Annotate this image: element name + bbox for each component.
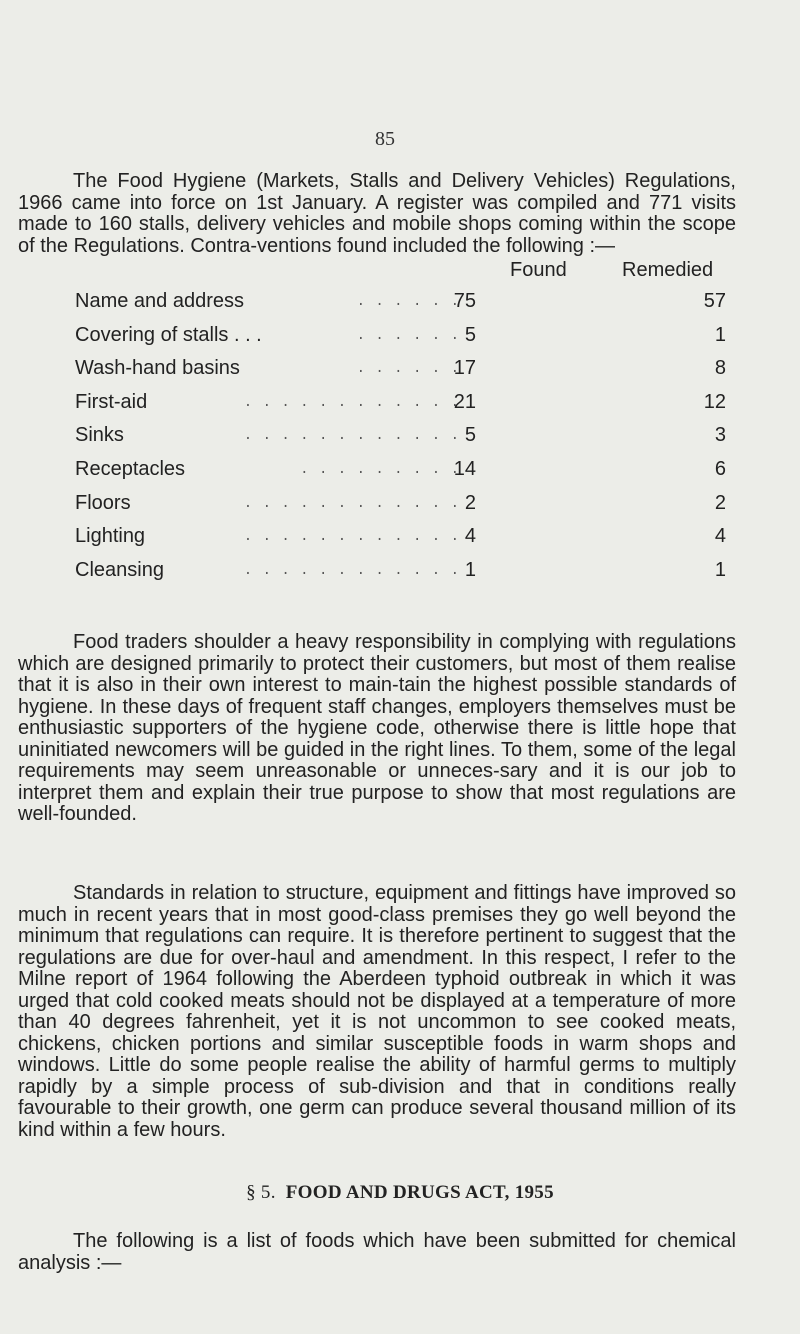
table-row xyxy=(0,290,800,324)
row-label: Lighting xyxy=(75,525,146,548)
contraventions-table xyxy=(0,290,800,592)
remedied-value: 57 xyxy=(703,290,726,312)
page-number: 85 xyxy=(375,128,395,150)
dot-leader: . . . . . . . . . . . . xyxy=(243,394,460,411)
row-label: Wash-hand basins xyxy=(75,357,240,380)
dot-leader: . . . . . . . . . . . . xyxy=(243,428,460,445)
remedied-value: 8 xyxy=(714,357,726,380)
found-value: 5 xyxy=(464,323,476,346)
intro-paragraph: The Food Hygiene (Markets, Stalls and Delivery Vehicles) Regulations, 1966 came into force on 1st January. A register was compiled and 771 visits made to 160 stalls, delivery vehicles and mobile shops coming within the scope of the Regulations. Contra-ventions found included the following :— xyxy=(18,170,736,257)
table-row xyxy=(0,492,800,526)
dot-leader: . . . . . . . . . xyxy=(300,461,460,478)
dot-leader: . . . . . . . . . . . . xyxy=(243,529,460,546)
column-header-remedied: Remedied xyxy=(622,259,714,281)
found-value: 21 xyxy=(453,390,476,413)
table-row xyxy=(0,324,800,358)
found-value: 14 xyxy=(453,457,476,480)
remedied-value: 3 xyxy=(714,424,726,447)
table-row xyxy=(0,424,800,458)
remedied-value: 1 xyxy=(714,558,726,581)
row-label: Name and address xyxy=(75,290,244,312)
found-value: 75 xyxy=(453,290,476,312)
section-number: § 5. xyxy=(246,1182,276,1203)
dot-leader: . . . . . . xyxy=(356,294,460,310)
section-title: FOOD AND DRUGS ACT, 1955 xyxy=(285,1182,554,1203)
found-value: 1 xyxy=(464,558,476,581)
dot-leader: . . . . . . xyxy=(356,361,460,378)
dot-leader: . . . . . . . . . . . . xyxy=(243,495,460,512)
remedied-value: 12 xyxy=(703,390,726,413)
found-value: 17 xyxy=(453,357,476,380)
table-row xyxy=(0,525,800,559)
dot-leader: . . . . . . . . . . . . xyxy=(243,562,460,579)
contraventions-table-header xyxy=(0,259,800,283)
section-heading xyxy=(0,1182,800,1204)
row-label: Cleansing xyxy=(75,558,164,581)
row-label: Floors xyxy=(75,491,131,514)
dot-leader: . . . . . . xyxy=(356,327,460,344)
body-paragraph-standards: Standards in relation to structure, equipment and fittings have improved so much in recent years that in most good-class premises they go well beyond the minimum that regulations can require. It is therefore pertinent to suggest that the regulations are due for over-haul and amendment. In this respect, I refer to the Milne report of 1964 following the Aberdeen typhoid outbreak in which it was urged that cold cooked meats should not be displayed at a temperature of more than 40 degrees fahrenheit, yet it is not uncommon to see cooked meats, chickens, chicken portions and similar susceptible foods in warm shops and windows. Little do some people realise the ability of harmful germs to multiply rapidly by a simple process of sub-division and that in conditions really favourable to their growth, one germ can produce several thousand million of its kind within a few hours. xyxy=(18,882,736,1141)
found-value: 4 xyxy=(464,525,476,548)
found-value: 2 xyxy=(464,491,476,514)
row-label: Receptacles xyxy=(75,457,186,480)
found-value: 5 xyxy=(464,424,476,447)
table-row xyxy=(0,391,800,425)
row-label: First-aid xyxy=(75,390,148,413)
body-paragraph-traders: Food traders shoulder a heavy responsibility in complying with regulations which are designed primarily to protect their customers, but most of them realise that it is also in their own interest to main-tain the highest possible standards of hygiene. In these days of frequent staff changes, employers themselves must be enthusiastic supporters of the hygiene code, otherwise there is little hope that uninitiated newcomers will be guided in the right lines. To them, some of the legal requirements may seem unreasonable or unneces-sary and it is our job to interpret them and explain their true purpose to show that most regulations are well-founded. xyxy=(18,631,736,825)
row-label: Covering of stalls . . . xyxy=(75,323,262,346)
remedied-value: 6 xyxy=(714,457,726,480)
body-paragraph-analysis: The following is a list of foods which have been submitted for chemical analysis :— xyxy=(18,1230,736,1274)
remedied-value: 2 xyxy=(714,491,726,514)
table-row xyxy=(0,559,800,593)
table-row xyxy=(0,458,800,492)
remedied-value: 1 xyxy=(714,323,726,346)
remedied-value: 4 xyxy=(714,525,726,548)
column-header-found: Found xyxy=(510,259,567,281)
table-row xyxy=(0,357,800,391)
row-label: Sinks xyxy=(75,424,124,447)
